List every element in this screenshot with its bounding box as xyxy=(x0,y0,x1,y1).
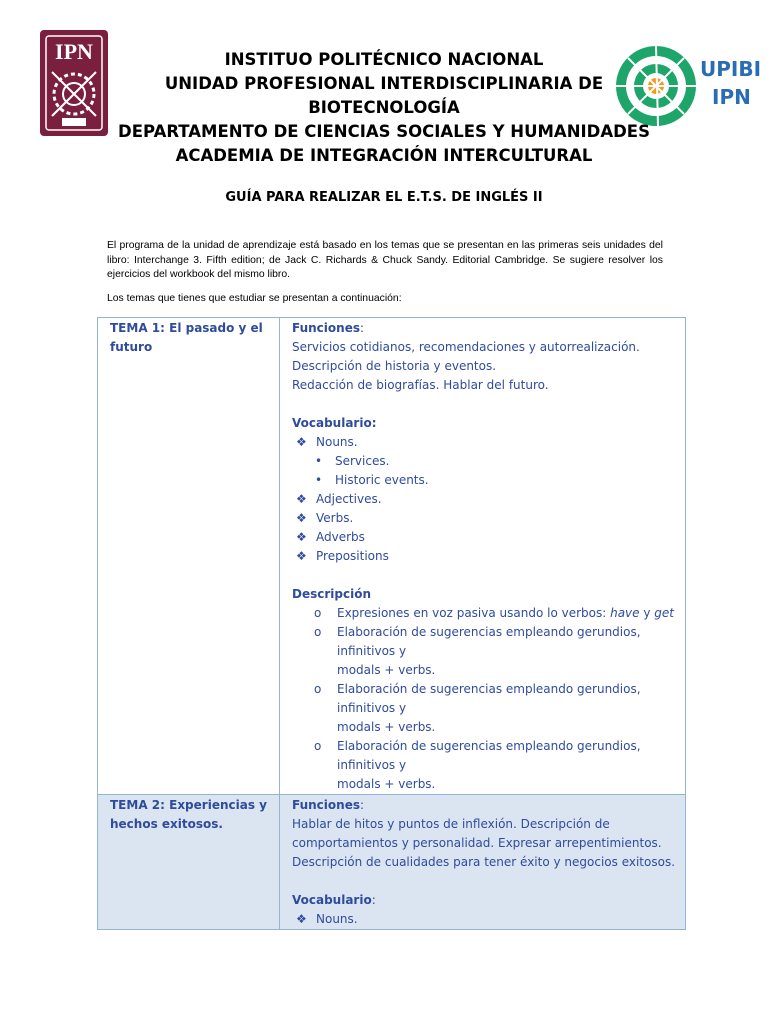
funciones-colon: : xyxy=(359,798,365,812)
topic-1-content xyxy=(280,318,686,795)
header-line-2: UNIDAD PROFESIONAL INTERDISCIPLINARIA DE xyxy=(164,74,604,93)
circle-bullet-icon: o xyxy=(314,625,322,639)
diamond-bullet-icon: ❖ xyxy=(296,492,307,506)
funcion-item: comportamientos y personalidad. Expresar arrepentimientos. xyxy=(292,836,662,850)
funcion-item: Servicios cotidianos, recomendaciones y autorrealización. xyxy=(292,340,640,354)
institution-header xyxy=(110,48,658,168)
funciones-label: Funciones xyxy=(292,798,360,812)
header-line-1: INSTITUO POLITÉCNICO NACIONAL xyxy=(224,50,544,69)
circle-bullet-icon: o xyxy=(314,682,322,696)
desc-item-cont: modals + verbs. xyxy=(337,663,436,677)
diamond-bullet-icon: ❖ xyxy=(296,912,307,926)
funcion-item: Descripción de historia y eventos. xyxy=(292,359,497,373)
ipn-logo xyxy=(36,26,112,140)
guide-title: GUÍA PARA REALIZAR EL E.T.S. DE INGLÉS II xyxy=(225,190,543,205)
topics-intro: Los temas que tienes que estudiar se presentan a continuación: xyxy=(107,293,402,304)
funcion-item: Hablar de hitos y puntos de inflexión. Descripción de xyxy=(292,817,610,831)
topic-2-title: TEMA 2: Experiencias y hechos exitosos. xyxy=(98,795,280,930)
diamond-bullet-icon: ❖ xyxy=(296,549,307,563)
diamond-bullet-icon: ❖ xyxy=(296,530,307,544)
funcion-item: Descripción de cualidades para tener éxito y negocios exitosos. xyxy=(292,855,676,869)
header-line-5: ACADEMIA DE INTEGRACIÓN INTERCULTURAL xyxy=(175,146,593,165)
vocab-subitem: • Historic events. xyxy=(292,471,679,490)
vocab-subitem: • Services. xyxy=(292,452,679,471)
diamond-bullet-icon: ❖ xyxy=(296,511,307,525)
topic-1-title: TEMA 1: El pasado y el futuro xyxy=(98,318,280,795)
vocabulario-label: Vocabulario: xyxy=(292,416,377,430)
topic-2-content xyxy=(280,795,686,930)
desc-item-cont: infinitivos y xyxy=(337,701,407,715)
desc-item: o Elaboración de sugerencias empleando gerundios, xyxy=(292,737,679,756)
circle-bullet-icon: o xyxy=(314,739,322,753)
upibi-logo-text: UPIBI xyxy=(700,57,762,81)
vocab-item: ❖ Nouns. xyxy=(292,910,679,929)
desc-item: o Elaboración de sugerencias empleando gerundios, xyxy=(292,623,679,642)
funcion-item: Redacción de biografías. Hablar del futuro. xyxy=(292,378,549,392)
diamond-bullet-icon: ❖ xyxy=(296,435,307,449)
funciones-label: Funciones xyxy=(292,321,360,335)
vocab-item: ❖ Adverbs xyxy=(292,528,679,547)
desc-item: o Expresiones en voz pasiva usando lo verbos: have y get xyxy=(292,604,679,623)
topic-row-1 xyxy=(98,318,686,795)
desc-item-cont: infinitivos y xyxy=(337,758,407,772)
dot-bullet-icon: • xyxy=(315,473,323,487)
intro-paragraph: El programa de la unidad de aprendizaje está basado en los temas que se presentan en las primeras seis unidades del libro: Interchange 3. Fifth edition; de Jack C. Richards & Chuck Sandy. Editorial Cambridge. Se sugiere resolver los ejercicios del workbook del mismo libro. xyxy=(107,240,663,280)
dot-bullet-icon: • xyxy=(315,454,323,468)
upibi-logo-ipn-text: IPN xyxy=(712,85,751,109)
vocab-item: ❖ Nouns. xyxy=(292,433,679,452)
ipn-logo-text: IPN xyxy=(55,39,93,64)
vocab-item: ❖ Adjectives. xyxy=(292,490,679,509)
topic-row-2 xyxy=(98,795,686,930)
vocab-item: ❖ Prepositions xyxy=(292,547,679,566)
vocabulario-label: Vocabulario xyxy=(292,893,372,907)
vocab-item: ❖ Verbs. xyxy=(292,509,679,528)
vocabulario-colon: : xyxy=(371,893,376,907)
desc-item: o Elaboración de sugerencias empleando gerundios, xyxy=(292,680,679,699)
header-line-4: DEPARTAMENTO DE CIENCIAS SOCIALES Y HUMANIDADES xyxy=(118,122,650,141)
funciones-colon: : xyxy=(359,321,365,335)
desc-item-cont: infinitivos y xyxy=(337,644,407,658)
desc-item-cont: modals + verbs. xyxy=(337,720,436,734)
header-line-3: BIOTECNOLOGÍA xyxy=(308,98,460,117)
circle-bullet-icon: o xyxy=(314,606,322,620)
topics-table xyxy=(97,317,686,930)
descripcion-label: Descripción xyxy=(292,587,371,601)
desc-item-cont: modals + verbs. xyxy=(337,777,436,791)
